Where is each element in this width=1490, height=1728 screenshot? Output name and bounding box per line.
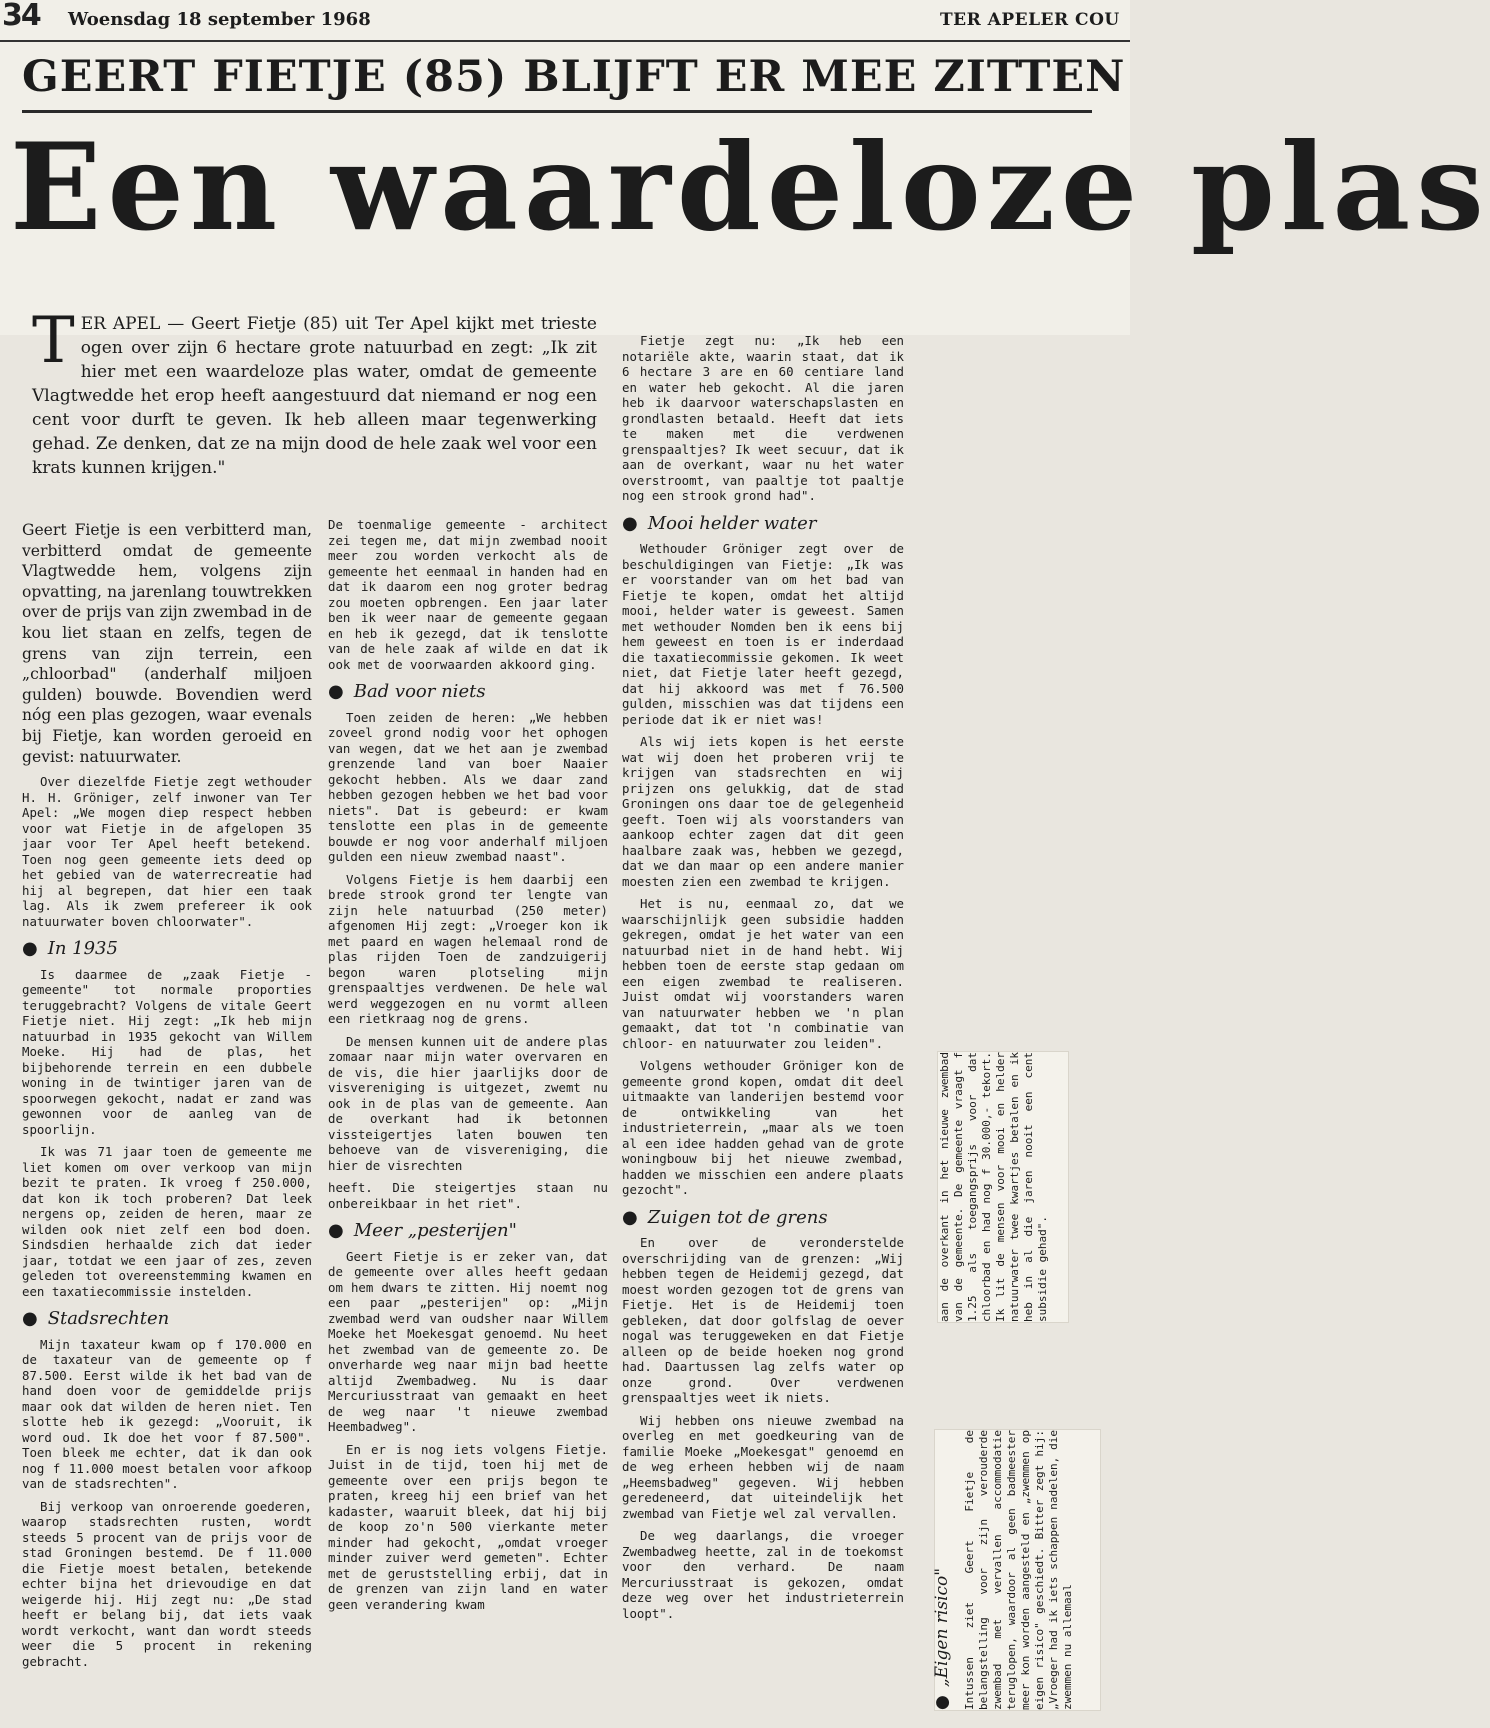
paragraph: Toen zeiden de heren: „We hebben zoveel grond nodig voor het ophogen van wegen, dat we het aan je zwembad grenzende land van boer Naaier gekocht hebben. Als we daar zand hebben gezogen hebben we het bad voor niets". Dat is gebeurd: er kwam tenslotte een plas in de gemeente bouwde er nog voor anderhalf miljoen gulden een nieuw zwembad naast".: [328, 709, 608, 864]
bullet-icon: ●: [328, 1220, 344, 1241]
bullet-icon: ●: [22, 1308, 38, 1330]
paragraph: Geert Fietje is er zeker van, dat de gemeente over alles heeft gedaan om hem dwars te zitten. Hij noemt nog een paar „pesterijen" op: „Mijn zwembad werd van oudsher naar Willem Moeke het Moekesgat genoemd. Nu heet het zwembad van de gemeente zo. De onverharde weg naar mijn bad heette altijd Zwembadweg. Nu is daar Mercuriusstraat van gemaakt en heet de weg naar 't nieuwe zwembad Heembadweg".: [328, 1248, 608, 1434]
bullet-icon: ●: [22, 938, 38, 960]
subheading-meer-pesterijen: ● Meer „pesterijen": [328, 1220, 517, 1241]
dateline: Woensdag 18 september 1968: [68, 9, 371, 30]
paragraph: En over de veronderstelde overschrijding van de grenzen: „Wij hebben tegen de Heidemij gezegd, dat moest worden gezogen tot de grens van Fietje. Het is de Heidemij toen gebleken, dat door golfslag de oever nogal was teruggeweken en dat Fietje alleen op de beide hoeken nog grond had. Daartussen lag zelfs water op onze grond. Over verdwenen grenspaaltjes weet ik niets.: [622, 1235, 904, 1405]
bullet-icon: ●: [622, 512, 638, 534]
paragraph: Als wij iets kopen is het eerste wat wij doen het proberen vrij te krijgen van stadsrechten en wij prijzen ons gelukkig, dat de stad Groningen ons daar toe de gelegenheid geeft. Toen wij als voorstanders van aankoop echter zagen dat dit geen haalbare zaak was, hebben we gezegd, dat we dan maar op een andere manier moesten zien een zwembad te krijgen.: [622, 734, 904, 889]
bullet-icon: ●: [932, 1695, 952, 1710]
side-clipping-2: [932, 1430, 1100, 1710]
handwritten-page-number: 34: [2, 0, 40, 33]
paragraph: heeft. Die steigertjes staan nu onbereikbaar in het riet".: [328, 1180, 608, 1211]
dropcap: T: [32, 304, 75, 378]
paragraph: Volgens wethouder Gröniger kon de gemeente grond kopen, omdat dit deel uitmaakte van landerijen bestemd voor de ontwikkeling van het industrieterrein, „maar als we toen al een idee hadden gehad van de grote woningbouw bij het nieuwe zwembad, hadden we misschien een andere plaats gezocht".: [622, 1058, 904, 1197]
paragraph: Het is nu, eenmaal zo, dat we waarschijnlijk geen subsidie hadden gekregen, omdat je het water van een natuurbad niet in de hand hebt. Wij hebben toen de eerste stap gedaan om een eigen zwembad te realiseren. Juist omdat wij voorstanders waren van natuurwater hebben we 'n plan gemaakt, dat tot 'n combinatie van chloor- en natuurwater zou leiden".: [622, 896, 904, 1051]
side-clipping-text: aan de overkant in het nieuwe zwembad van de gemeente. De gemeente vraagt f 1.25 als toegangsprijs voor dat chloorbad en had nog f 30.000,- tekort. Ik lit de mensen voor mooi en helder natuurwater twee kwartjes betalen en ik heb in al die jaren nooit een cent subsidie gehad".: [938, 1052, 1049, 1322]
paragraph: Over diezelfde Fietje zegt wethouder H. H. Gröniger, zelf inwoner van Ter Apel: „We mogen diep respect hebben voor wat Fietje in de afgelopen 35 jaar voor Ter Apel heeft betekend. Toen nog geen gemeente iets deed op het gebied van de waterrecreatie had hij al begrepen, dat hier een taak lag. Als ik zwem prefereer ik ook natuurwater boven chloorwater".: [22, 774, 312, 929]
subheading-zuigen-tot-de-grens: ● Zuigen tot de grens: [622, 1206, 828, 1228]
paragraph: En er is nog iets volgens Fietje. Juist in de tijd, toen hij met de gemeente over een prijs begon te praten, kreeg hij een brief van het kadaster, waaruit bleek, dat hij bij de koop zo'n 500 vierkante meter minder had gekocht, „omdat vroeger minder zuiver werd gemeten". Echter met de geruststelling erbij, dat in de grenzen van zijn land en water geen verandering kwam: [328, 1441, 608, 1612]
paragraph: Is daarmee de „zaak Fietje - gemeente" tot normale proporties teruggebracht? Volgens de vitale Geert Fietje niet. Hij zegt: „Ik heb mijn natuurbad in 1935 gekocht van Willem Moeke. Hij had de plas, het bijbehorende terrein en een dubbele woning in de twintiger jaren van de spoorwegen gekocht, nadat er zand was gewonnen voor de aanleg van de spoorlijn.: [22, 966, 312, 1137]
subheading-eigen-risico: ●„Eigen risico": [932, 1567, 952, 1710]
subheading-bad-voor-niets: ● Bad voor niets: [328, 681, 486, 702]
lead-paragraph: Geert Fietje is een verbitterd man, verbitterd omdat de gemeente Vlagtwedde hem, volgens zijn opvatting, na jarenlang touwtrekken over de prijs van zijn zwembad in de kou liet staan en zelfs, tegen de grens van zijn terrein, een „chloorbad" (anderhalf miljoen gulden) bouwde. Bovendien werd nóg een plas gezogen, waar evenals bij Fietje, kan worden geroeid en gevist: natuurwater.: [22, 521, 312, 766]
side-clipping-text: Intussen ziet Geert Fietje de belangstelling voor zijn verouderde zwembad met vervallen accommodatie teruglopen, waardoor al geen badmeester meer kon worden aangesteld en „zwemmen op eigen risico" geschiedt. Bitter zegt hij: „Vroeger had ik iets schappen nadelen, die zwemmen nu allemaal: [963, 1430, 1074, 1710]
header-rule: [0, 40, 1130, 42]
paragraph: De mensen kunnen uit de andere plas zomaar naar mijn water overvaren en de vis, die hier jaarlijks door de visvereniging is uitgezet, zwemt nu ook in de plas van de gemeente. Aan de overkant had ik betonnen vissteigertjes laten bouwen ten behoeve van de visvereniging, die hier de visrechten: [328, 1033, 608, 1173]
kicker-rule: [22, 110, 1092, 113]
subheading-in-1935: ● In 1935: [22, 938, 118, 960]
article-column-3: [622, 333, 904, 1628]
paragraph: Wij hebben ons nieuwe zwembad na overleg en met goedkeuring van de familie Moeke „Moekesgat" genoemd en de weg erheen hebben wij de naam „Heemsbadweg" gegeven. Wij hebben geredeneerd, dat uiteindelijk het zwembad van Fietje wel zal vervallen.: [622, 1412, 904, 1521]
paragraph: Bij verkoop van onroerende goederen, waarop stadsrechten rusten, wordt steeds 5 procent van de prijs voor de stad Groningen bestemd. De f 11.000 die Fietje moest betalen, betekende echter bijna het drievoudige en dat weigerde hij. Hij zegt nu: „De stad heeft er belang bij, dat iets vaak wordt verkocht, want dan wordt steeds weer die 5 procent in rekening gebracht.: [22, 1498, 312, 1669]
paragraph: De weg daarlangs, die vroeger Zwembadweg heette, zal in de toekomst voor den verhard. De naam Mercuriusstraat is gekozen, omdat deze weg over het industrieterrein loopt".: [622, 1528, 904, 1621]
paragraph: De toenmalige gemeente - architect zei tegen me, dat mijn zwembad nooit meer zou worden verkocht als de gemeente het eenmaal in handen had en dat ik daarom een nog groter bedrag zou moeten opbrengen. Een jaar later ben ik weer naar de gemeente gegaan en heb ik gezegd, dat ik tenslotte van de hele zaak af wilde en dat ik ook met de voorwaarden akkoord ging.: [328, 517, 608, 672]
article-column-1: [22, 520, 312, 1676]
masthead: TER APELER COU: [940, 10, 1120, 30]
article-column-2: [328, 517, 608, 1619]
paragraph: Fietje zegt nu: „Ik heb een notariële akte, waarin staat, dat ik 6 hectare 3 are en 60 centiare land en water heb gekocht. Al die jaren heb ik daarvoor waterschapslasten en grondlasten betaald. Heeft dat iets te maken met die verdwenen grenspaaltjes? Ik weet secuur, dat ik aan de overkant, waar nu het water overstroomt, van paaltje tot paaltje nog een strook grond had".: [622, 333, 904, 503]
intro-text: ER APEL — Geert Fietje (85) uit Ter Apel kijkt met trieste ogen over zijn 6 hectare grote natuurbad en zegt: „Ik zit hier met een waardeloze plas water, omdat de gemeente Vlagtwedde het erop heeft aangestuurd dat niemand er nog een cent voor durft te geven. Ik heb alleen maar tegenwerking gehad. Ze denken, dat ze na mijn dood de hele zaak wel voor een krats kunnen krijgen.": [32, 314, 597, 478]
subheading-stadsrechten: ● Stadsrechten: [22, 1308, 170, 1330]
paragraph: Ik was 71 jaar toen de gemeente me liet komen om over verkoop van mijn bezit te praten. Ik vroeg f 250.000, dat kon ik toch proberen? Dat leek nergens op, zeiden de heren, maar ze wilden ook niet zelf een bod doen. Sindsdien herhaalde zich dat ieder jaar, totdat we een jaar of zes, zeven geleden tot overeenstemming kwamen en een taxatiecommissie instelden.: [22, 1144, 312, 1299]
paragraph: Volgens Fietje is hem daarbij een brede strook grond ter lengte van zijn hele natuurbad (250 meter) afgenomen Hij zegt: „Vroeger kon ik met paard en wagen helemaal rond de plas rijden Toen de zandzuigerij begon waren plotseling mijn grenspaaltjes verdwenen. De hele wal werd weggezogen en nu vormt alleen een rietkraag nog de grens.: [328, 871, 608, 1026]
main-headline: Een waardeloze plas: [10, 117, 1490, 258]
side-clipping-1: [938, 1052, 1068, 1322]
intro-paragraph: [32, 304, 597, 480]
bullet-icon: ●: [622, 1206, 638, 1228]
kicker-headline: GEERT FIETJE (85) BLIJFT ER MEE ZITTEN: [22, 52, 1126, 102]
paragraph: Mijn taxateur kwam op f 170.000 en de taxateur van de gemeente op f 87.500. Eerst wilde ik het bad van de hand doen voor de gemiddelde prijs maar ook dat wilden de heren niet. Ten slotte heb ik gezegd: „Vooruit, ik word oud. Ik doe het voor f 87.500". Toen bleek me echter, dat ik dan ook nog f 11.000 moest betalen voor afkoop van de stadsrechten".: [22, 1336, 312, 1492]
subheading-mooi-helder-water: ● Mooi helder water: [622, 512, 817, 534]
bullet-icon: ●: [328, 681, 344, 702]
paragraph: Wethouder Gröniger zegt over de beschuldigingen van Fietje: „Ik was er voorstander van om het bad van Fietje te kopen, omdat het altijd mooi, helder water is geweest. Samen met wethouder Nomden ben ik eens bij hem geweest en toen is er inderdaad die taxatiecommissie gekomen. Ik weet niet, dat Fietje later heeft gezegd, dat hij akkoord was met f 76.500 gulden, misschien was dat tijdens een periode dat ik er niet was!: [622, 541, 904, 727]
